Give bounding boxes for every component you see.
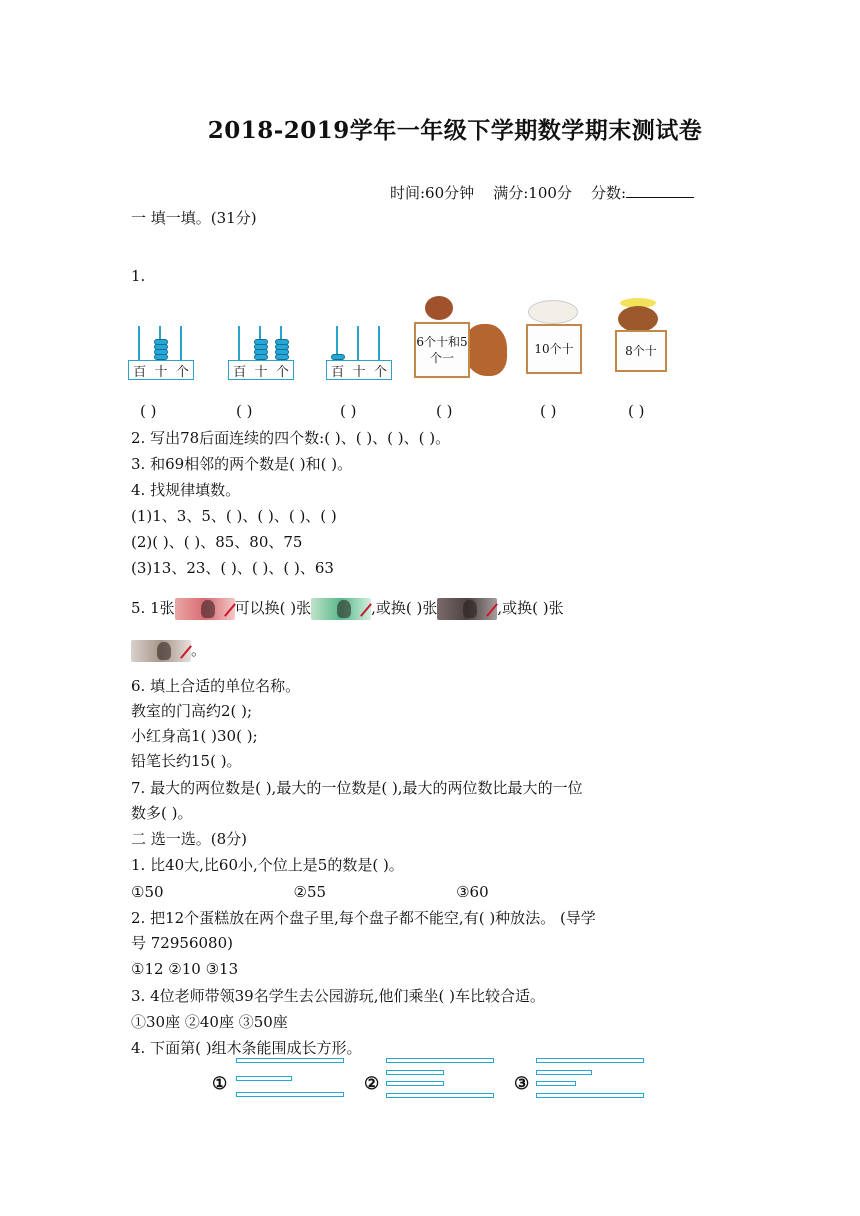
exam-meta	[390, 182, 694, 203]
abacus-2: 百 十 个	[228, 324, 294, 380]
s2-q3: 3. 4位老师带领39名学生去公园游玩,他们乘坐( )车比较合适。	[131, 987, 545, 1005]
q4: 4. 找规律填数。	[131, 481, 241, 499]
s2-q3-options: ①30座 ②40座 ③50座	[131, 1013, 288, 1031]
stick-groups	[210, 1056, 670, 1106]
option-2[interactable]: ②55	[293, 883, 327, 901]
group-2-label[interactable]: ②	[364, 1074, 380, 1094]
q1-blank-1[interactable]: ( )	[140, 402, 157, 420]
group-1-label[interactable]: ①	[212, 1074, 228, 1094]
q7-line-1: 7. 最大的两位数是( ),最大的一位数是( ),最大的两位数比最大的一位	[131, 779, 583, 797]
q1-pictures	[128, 294, 728, 394]
abacus-3: 百 十 个	[326, 324, 392, 380]
q3: 3. 和69相邻的两个数是( )和( )。	[131, 455, 353, 473]
score-blank[interactable]	[626, 183, 694, 198]
q4-1: (1)1、3、5、( )、( )、( )、( )	[131, 507, 337, 525]
q6-2: 小红身高1( )30( );	[131, 727, 258, 745]
s2-q4: 4. 下面第( )组木条能围成长方形。	[131, 1039, 362, 1057]
yuan-10-note-icon	[131, 640, 191, 662]
abacus-1: 百 十 个	[128, 324, 194, 380]
q1-blank-2[interactable]: ( )	[236, 402, 253, 420]
q4-2: (2)( )、( )、85、80、75	[131, 533, 303, 551]
q6-3: 铅笔长约15( )。	[131, 752, 242, 770]
q6: 6. 填上合适的单位名称。	[131, 677, 301, 695]
q1-blank-3[interactable]: ( )	[340, 402, 357, 420]
yuan-100-note-icon	[175, 598, 235, 620]
page-title: 2018-2019学年一年级下学期数学期末测试卷	[207, 117, 703, 144]
group-3-label[interactable]: ③	[514, 1074, 530, 1094]
q5-cont: 。	[131, 640, 206, 662]
s2-q2-line-1: 2. 把12个蛋糕放在两个盘子里,每个盘子都不能空,有( )种放法。 (导学	[131, 909, 596, 927]
section-1-heading: 一 填一填。(31分)	[131, 209, 257, 227]
q5: 5. 1张 可以换( )张 ,或换( )张 ,或换( )张	[131, 598, 564, 620]
q1-blank-5[interactable]: ( )	[540, 402, 557, 420]
option-3[interactable]: ③60	[456, 883, 489, 901]
q4-3: (3)13、23、( )、( )、( )、63	[131, 559, 334, 577]
time-limit: 时间:60分钟	[390, 184, 475, 202]
section-2-heading: 二 选一选。(8分)	[131, 830, 248, 848]
s2-q1-options	[131, 882, 489, 902]
s2-q2-options: ①12 ②10 ③13	[131, 960, 239, 978]
q1-blank-4[interactable]: ( )	[436, 402, 453, 420]
sign-1: 6个十和5个一	[414, 322, 470, 378]
q7-line-2: 数多( )。	[131, 804, 193, 822]
sign-3: 8个十	[615, 330, 667, 372]
q1-blank-6[interactable]: ( )	[628, 402, 645, 420]
sign-2: 10个十	[526, 324, 582, 374]
option-1[interactable]: ①50	[131, 883, 164, 901]
yuan-50-note-icon	[311, 598, 371, 620]
s2-q1: 1. 比40大,比60小,个位上是5的数是( )。	[131, 856, 404, 874]
q2: 2. 写出78后面连续的四个数:( )、( )、( )、( )。	[131, 429, 451, 447]
s2-q2-line-2: 号 72956080)	[131, 934, 233, 952]
q6-1: 教室的门高约2( );	[131, 702, 253, 720]
q1-number: 1.	[131, 267, 146, 285]
full-score: 满分:100分	[493, 184, 572, 202]
yuan-20-note-icon	[437, 598, 497, 620]
score-label: 分数:	[591, 184, 627, 202]
